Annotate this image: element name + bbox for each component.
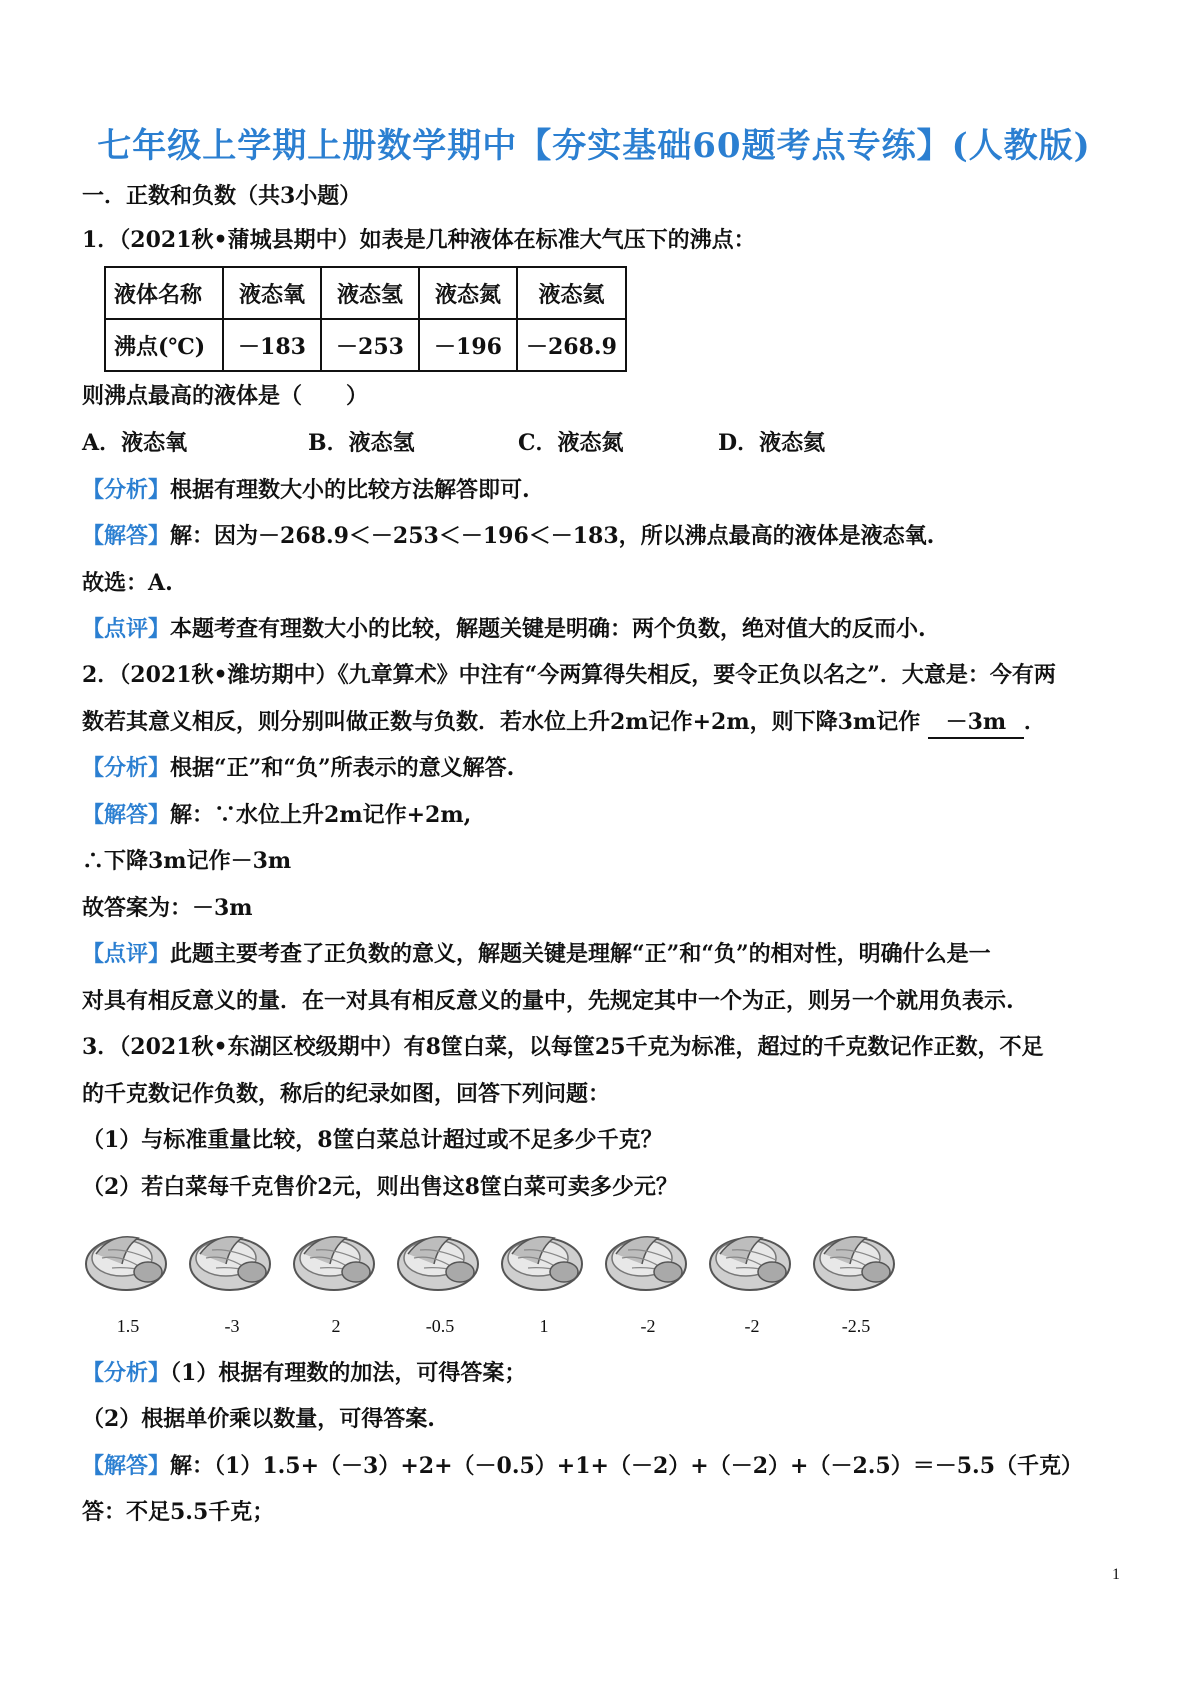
weight-label: -2 xyxy=(640,1316,656,1336)
cabbage-icon xyxy=(82,1224,168,1296)
answer-blank: －3m xyxy=(928,707,1024,739)
analysis-text: 根据“正”和“负”所表示的意义解答. xyxy=(170,755,515,781)
q3-sub2: （2）若白菜每千克售价2元，则出售这8筐白菜可卖多少元？ xyxy=(82,1174,678,1200)
q3-analysis xyxy=(82,1358,526,1388)
cabbage-item xyxy=(602,1224,688,1336)
q2-answer-line: 故答案为：－3m xyxy=(82,895,253,921)
cabbage-item xyxy=(82,1224,168,1336)
q2-stem-text: 数若其意义相反，则分别叫做正数与负数．若水位上升2m记作+2m，则下降3m记作 xyxy=(82,709,921,735)
q2-analysis xyxy=(82,753,514,783)
solution-text: 解：因为－268.9＜－253＜－196＜－183，所以沸点最高的液体是液态氧. xyxy=(170,523,935,549)
analysis-tag: 【分析】 xyxy=(82,477,171,503)
q1-question: 则沸点最高的液体是（ ） xyxy=(82,383,369,409)
comment-tag: 【点评】 xyxy=(82,616,171,642)
q1-analysis xyxy=(82,475,530,505)
q3-stem-line1: 3．（2021秋•东湖区校级期中）有8筐白菜，以每筐25千克为标准，超过的千克数记作正数，不足 xyxy=(82,1034,1044,1060)
table-cell: －268.9 xyxy=(517,319,626,371)
weight-label: 1.5 xyxy=(116,1316,140,1336)
comment-text: 此题主要考查了正负数的意义，解题关键是理解“正”和“负”的相对性，明确什么是一 xyxy=(170,941,991,967)
page-number: 1 xyxy=(1112,1566,1120,1583)
q2-solution xyxy=(82,800,471,830)
analysis-tag: 【分析】 xyxy=(82,755,171,781)
cabbage-icon xyxy=(498,1224,584,1296)
q2-comment xyxy=(82,939,991,969)
cabbage-item xyxy=(810,1224,896,1336)
weight-label: 1 xyxy=(539,1316,549,1336)
cabbage-icon xyxy=(602,1224,688,1296)
q3-answer1: 答：不足5.5千克； xyxy=(82,1499,275,1525)
weight-label: 2 xyxy=(331,1316,341,1336)
q1-option-d: D．液态氦 xyxy=(718,430,826,456)
table-row xyxy=(105,267,626,319)
q1-option-b: B．液态氢 xyxy=(308,430,415,456)
q1-stem: 1．（2021秋•蒲城县期中）如表是几种液体在标准大气压下的沸点： xyxy=(82,227,756,253)
q1-comment xyxy=(82,614,926,644)
analysis-text: （1）根据有理数的加法，可得答案； xyxy=(170,1360,527,1386)
solution-tag: 【解答】 xyxy=(82,523,171,549)
table-cell: 液态氮 xyxy=(419,267,517,319)
cabbage-item xyxy=(498,1224,584,1336)
analysis-tag: 【分析】 xyxy=(82,1360,171,1386)
page-title: 七年级上学期上册数学期中【夯实基础60题考点专练】(人教版) xyxy=(97,126,1091,166)
solution-text: 解：∵水位上升2m记作+2m, xyxy=(170,802,472,828)
q1-option-c: C．液态氮 xyxy=(518,430,624,456)
weight-label: -3 xyxy=(224,1316,240,1336)
weight-label: -2 xyxy=(744,1316,760,1336)
cabbage-icon xyxy=(394,1224,480,1296)
section-heading: 一．正数和负数（共3小题） xyxy=(82,183,362,209)
table-cell: －196 xyxy=(419,319,517,371)
q1-solution xyxy=(82,521,934,551)
q1-choice: 故选：A. xyxy=(82,570,173,596)
solution-text: 解：（1）1.5+（－3）+2+（－0.5）+1+（－2）+（－2）+（－2.5）＝－5.5（千克） xyxy=(170,1453,1083,1479)
q1-option-a: A．液态氧 xyxy=(82,430,188,456)
cabbage-item xyxy=(290,1224,376,1336)
table-row xyxy=(105,319,626,371)
q2-comment-line2: 对具有相反意义的量．在一对具有相反意义的量中，先规定其中一个为正，则另一个就用负表示. xyxy=(82,988,1014,1014)
cabbage-item xyxy=(394,1224,480,1336)
q3-analysis2: （2）根据单价乘以数量，可得答案. xyxy=(82,1406,435,1432)
comment-text: 本题考查有理数大小的比较，解题关键是明确：两个负数，绝对值大的反而小. xyxy=(170,616,926,642)
table-cell: 液体名称 xyxy=(105,267,223,319)
solution-tag: 【解答】 xyxy=(82,802,171,828)
q3-stem-line2: 的千克数记作负数，称后的纪录如图，回答下列问题： xyxy=(82,1081,611,1107)
table-cell: －183 xyxy=(223,319,321,371)
q2-stem-line2 xyxy=(82,707,1046,739)
q3-sub1: （1）与标准重量比较，8筐白菜总计超过或不足多少千克？ xyxy=(82,1127,663,1153)
table-cell: 液态氦 xyxy=(517,267,626,319)
boiling-point-table xyxy=(104,266,627,372)
table-cell: 液态氧 xyxy=(223,267,321,319)
solution-tag: 【解答】 xyxy=(82,1453,171,1479)
table-cell: 沸点(℃) xyxy=(105,319,223,371)
cabbage-icon xyxy=(706,1224,792,1296)
cabbage-figure xyxy=(82,1224,922,1344)
q2-solution2: ∴下降3m记作－3m xyxy=(82,848,292,874)
q3-solution xyxy=(82,1451,1083,1481)
analysis-text: 根据有理数大小的比较方法解答即可. xyxy=(170,477,530,503)
weight-label: -2.5 xyxy=(841,1316,871,1336)
cabbage-icon xyxy=(186,1224,272,1296)
cabbage-item xyxy=(186,1224,272,1336)
cabbage-icon xyxy=(290,1224,376,1296)
cabbage-item xyxy=(706,1224,792,1336)
table-cell: 液态氢 xyxy=(321,267,419,319)
q2-stem-end: ． xyxy=(1023,709,1046,735)
weight-label: -0.5 xyxy=(425,1316,455,1336)
comment-tag: 【点评】 xyxy=(82,941,171,967)
q2-stem-line1: 2．（2021秋•潍坊期中）《九章算术》中注有“今两算得失相反，要令正负以名之”．大意是：今有两 xyxy=(82,662,1056,688)
table-cell: －253 xyxy=(321,319,419,371)
cabbage-icon xyxy=(810,1224,896,1296)
